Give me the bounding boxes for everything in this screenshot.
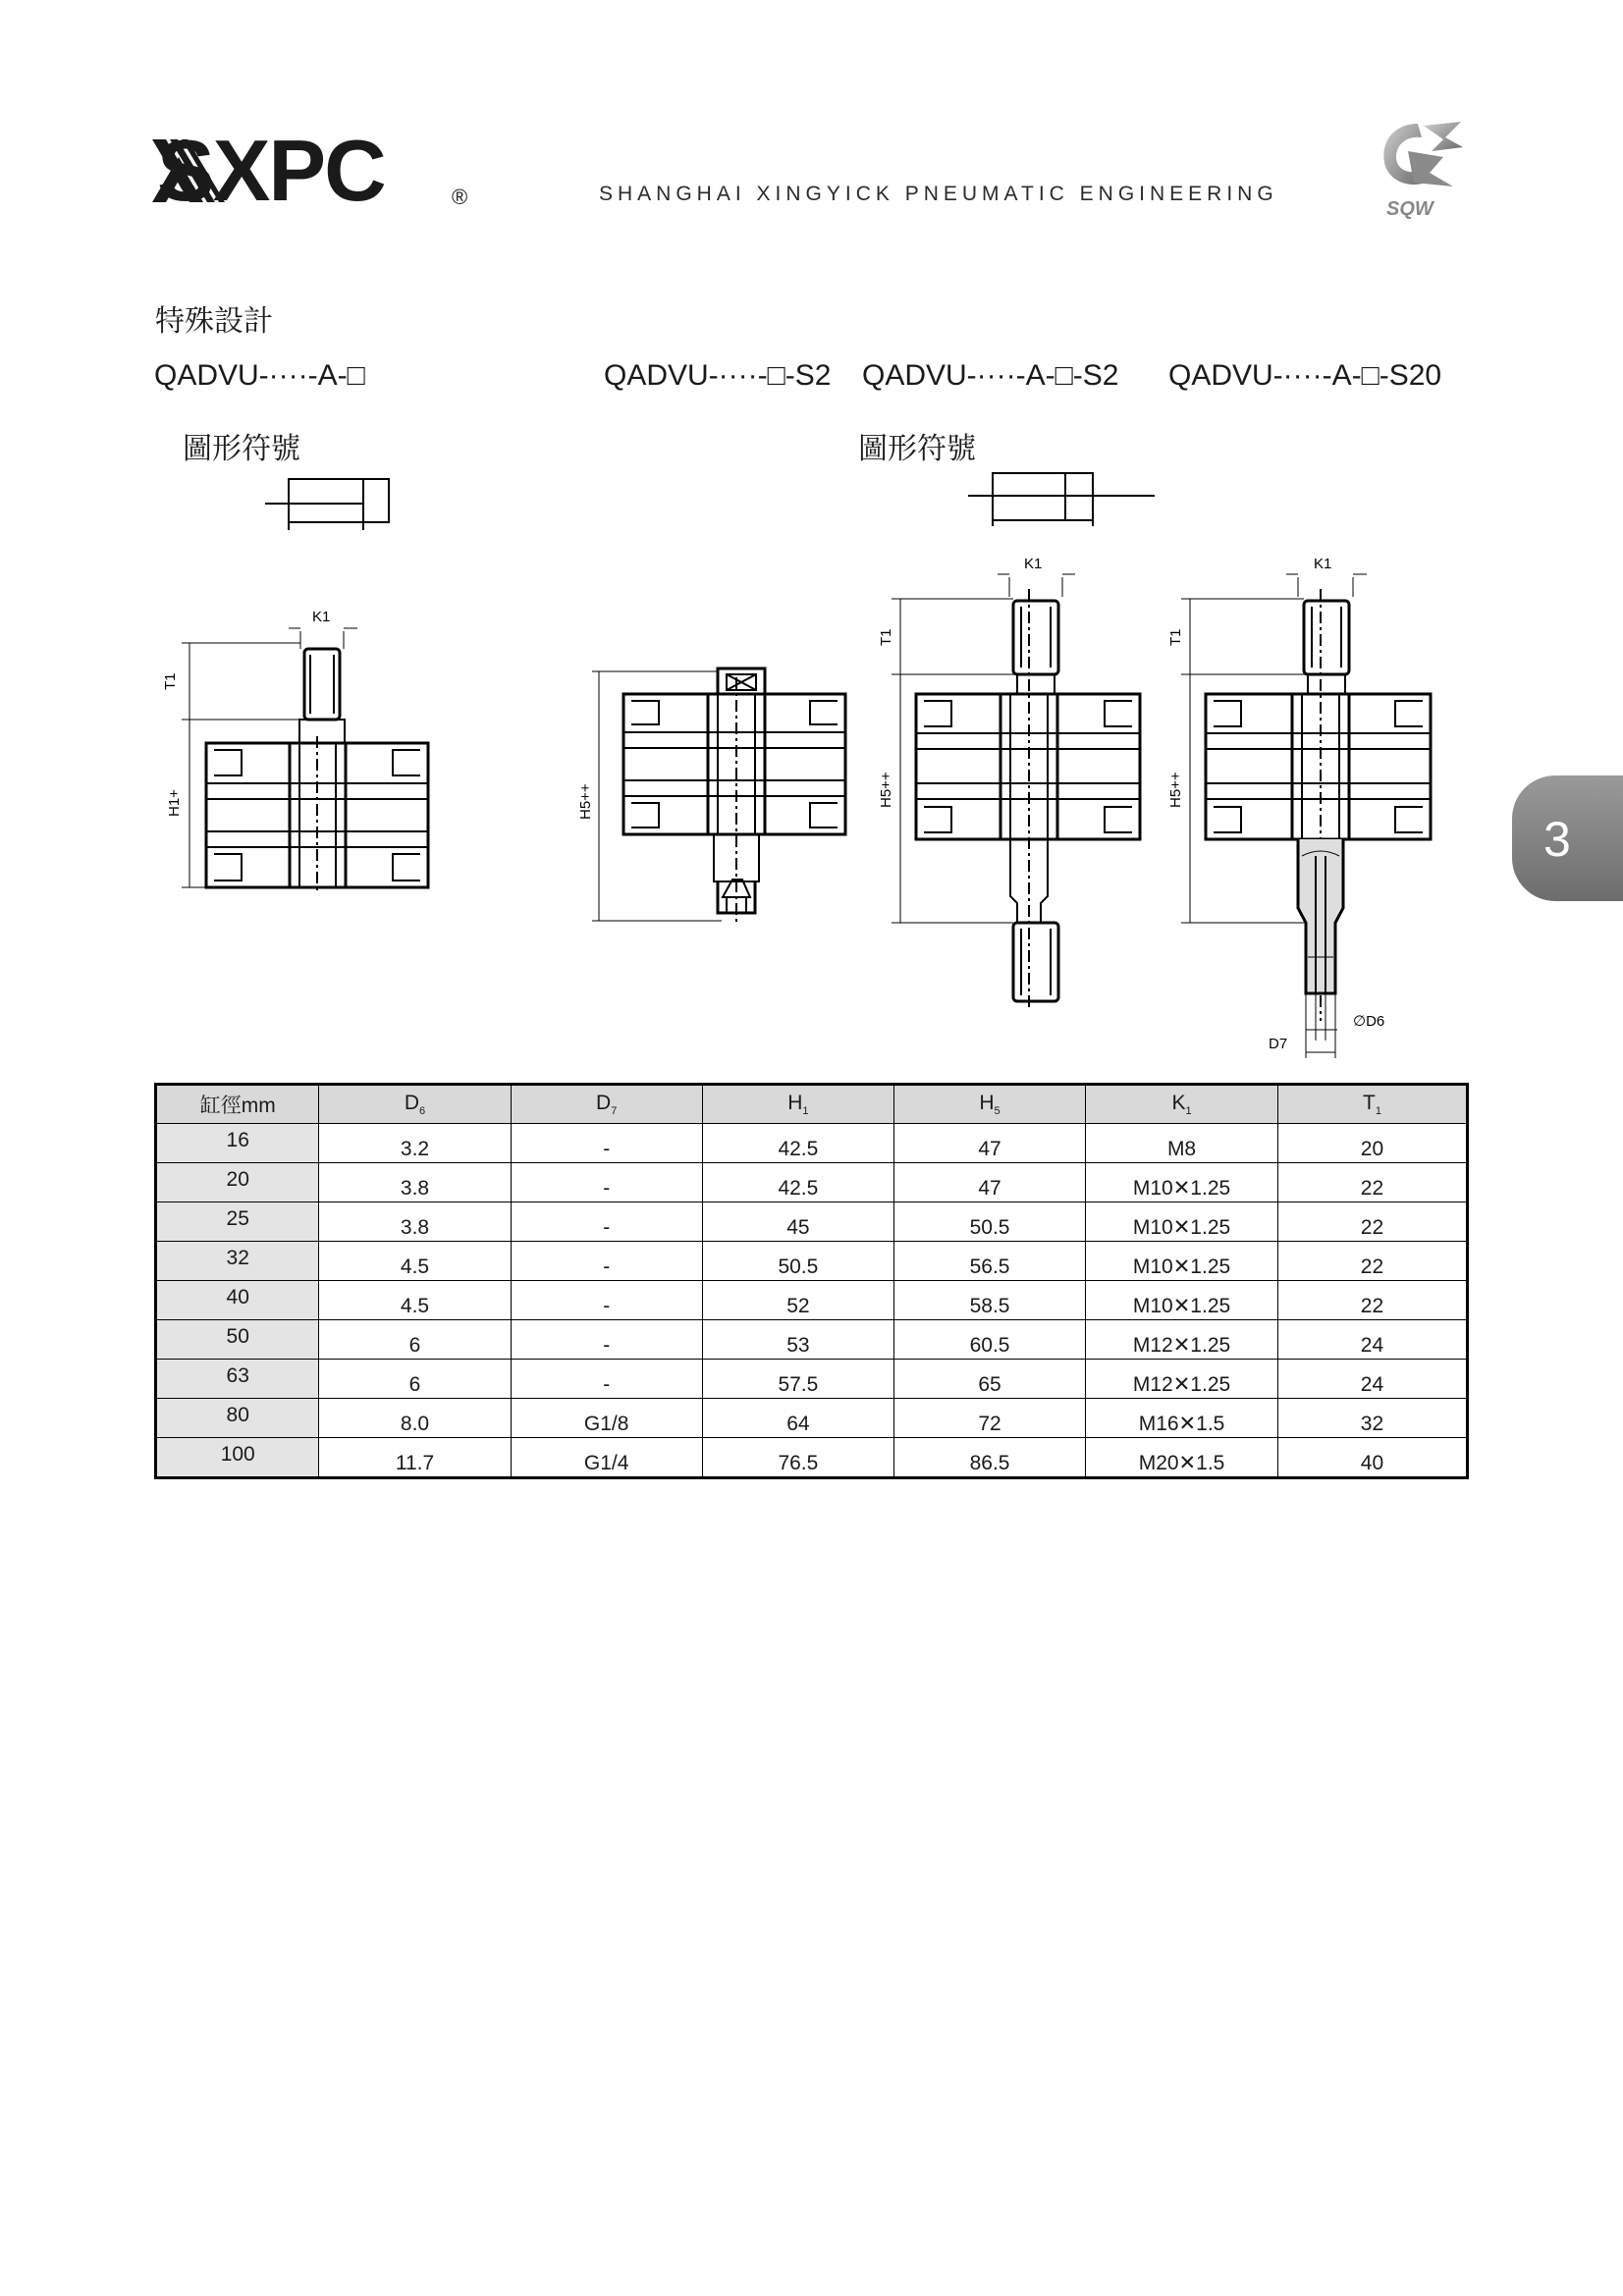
header-label: 缸徑mm [199,1095,276,1117]
cell-value: 22 [1360,1255,1384,1278]
cell-value: 20 [1360,1137,1384,1160]
table-cell [511,1202,702,1242]
table-cell [1277,1360,1467,1399]
table-cell [893,1438,1085,1478]
table-cell [702,1242,893,1281]
table-cell [319,1281,511,1320]
cell-value: 100 [220,1442,255,1466]
table-cell [893,1320,1085,1360]
cell-value: 6 [408,1333,421,1357]
cell-value: M10✕1.25 [1132,1255,1231,1278]
header-subscript: 7 [611,1105,618,1118]
table-row [156,1163,1468,1202]
header-label: H [979,1091,995,1114]
table-cell [893,1242,1085,1281]
bore-cell [156,1320,319,1360]
cell-value: 24 [1360,1372,1384,1396]
table-cell [893,1202,1085,1242]
table-cell [1277,1320,1467,1360]
table-cell [319,1163,511,1202]
bore-cell [156,1438,319,1478]
table-cell [319,1399,511,1438]
label-k1-drawing3: K1 [1024,556,1043,572]
label-h5-drawing2: H5++ [577,783,594,820]
cell-value: M16✕1.5 [1138,1413,1225,1435]
table-cell [511,1281,702,1320]
table-cell [1277,1399,1467,1438]
chapter-number: 3 [1543,812,1571,867]
cell-value: 47 [978,1176,1001,1200]
drawing-qadvu-a-s2 [892,574,1140,1011]
table-cell [1086,1399,1278,1438]
bore-cell [156,1281,319,1320]
cylinder-symbol-left [265,479,389,530]
model-code-2: QADVU-····-□-S2 [604,359,832,392]
header-label: H [787,1091,803,1114]
drawing-qadvu-a [182,628,428,893]
cell-value: 45 [786,1215,810,1239]
table-cell [319,1242,511,1281]
cell-value: 40 [226,1285,249,1308]
cell-value: 3.2 [400,1137,430,1160]
cell-value: 50.5 [778,1255,819,1278]
table-cell [1086,1438,1278,1478]
table-cell [1086,1124,1278,1163]
label-h5-drawing4: H5++ [1167,772,1184,808]
table-cell [1277,1163,1467,1202]
table-cell [319,1202,511,1242]
cell-value: 25 [226,1206,249,1230]
cell-value: - [603,1333,611,1357]
label-d6-drawing4: ∅D6 [1353,1013,1385,1030]
label-h5-drawing3: H5++ [878,772,894,808]
cell-value: 24 [1360,1333,1384,1357]
table-cell [893,1399,1085,1438]
cell-value: 57.5 [778,1372,819,1396]
cell-value: 3.8 [400,1176,430,1200]
cell-value: M12✕1.25 [1132,1334,1231,1357]
header-label: D [596,1091,612,1114]
cylinder-symbol-right [968,473,1155,526]
table-cell [319,1438,511,1478]
table-cell [893,1281,1085,1320]
label-k1-drawing4: K1 [1314,556,1332,572]
table-cell [702,1202,893,1242]
header-subscript: 5 [994,1105,1001,1118]
cell-value: 16 [226,1128,249,1151]
table-cell [702,1438,893,1478]
table-cell [1086,1360,1278,1399]
table-cell [511,1399,702,1438]
cell-value: 42.5 [778,1137,819,1160]
table-cell [511,1438,702,1478]
table-cell [702,1163,893,1202]
cell-value: - [603,1176,611,1200]
table-row [156,1124,1468,1163]
table-cell [511,1124,702,1163]
cell-value: M10✕1.25 [1132,1177,1231,1200]
cell-value: 63 [226,1363,249,1387]
cell-value: 80 [226,1403,249,1426]
table-body [156,1124,1468,1478]
technical-drawings [0,461,1623,1070]
cell-value: 42.5 [778,1176,819,1200]
sqw-logo-icon [1375,118,1469,200]
table-cell [1277,1242,1467,1281]
cell-value: 22 [1360,1215,1384,1239]
table-cell [319,1320,511,1360]
cell-value: 50 [226,1324,249,1348]
cell-value: 22 [1360,1294,1384,1317]
cell-value: 11.7 [395,1451,435,1474]
table-cell [511,1242,702,1281]
bore-cell [156,1163,319,1202]
cell-value: - [603,1137,611,1160]
table-cell [319,1124,511,1163]
table-cell [1277,1124,1467,1163]
cell-value: M10✕1.25 [1132,1295,1231,1317]
cell-value: 20 [226,1167,249,1191]
model-code-3: QADVU-····-A-□-S2 [862,359,1119,392]
symbol-label-right: 圖形符號 [858,433,976,465]
cell-value: 53 [786,1333,810,1357]
table-cell [1277,1281,1467,1320]
cell-value: 40 [1360,1451,1384,1474]
table-header-cell [319,1085,511,1124]
header-subscript: 6 [419,1105,426,1118]
drawing-qadvu-a-s20 [1181,574,1431,1058]
table-cell [1086,1320,1278,1360]
table-header-cell [893,1085,1085,1124]
cell-value: 60.5 [969,1333,1010,1357]
symbol-label-left: 圖形符號 [183,433,300,465]
cell-value: 50.5 [969,1215,1010,1239]
cell-value: 52 [786,1294,810,1317]
cell-value: M10✕1.25 [1132,1216,1231,1239]
label-t1-drawing1: T1 [162,672,179,690]
drawing-qadvu-s2 [592,668,845,923]
bore-cell [156,1399,319,1438]
header-subscript: 1 [1375,1105,1381,1118]
table-cell [702,1124,893,1163]
table-row [156,1242,1468,1281]
table-cell [702,1281,893,1320]
table-row [156,1281,1468,1320]
section-title: 特殊設計 [155,305,273,338]
cell-value: 64 [786,1412,810,1435]
header-subscript: 1 [1185,1105,1192,1118]
cell-value: M8 [1166,1137,1197,1160]
table-cell [1277,1202,1467,1242]
label-t1-drawing3: T1 [878,628,894,646]
table-cell [511,1163,702,1202]
header-subscript: 1 [802,1105,809,1118]
specification-table [154,1083,1469,1479]
header-label: D [404,1091,420,1114]
table-header-cell [156,1085,319,1124]
table-cell [511,1360,702,1399]
cell-value: 4.5 [400,1294,430,1317]
sqw-logo-text: SQW [1386,198,1434,220]
table-header-cell [702,1085,893,1124]
table-cell [893,1360,1085,1399]
table-cell [1086,1163,1278,1202]
cell-value: - [603,1215,611,1239]
table-cell [702,1399,893,1438]
cell-value: 32 [1360,1412,1384,1435]
table-cell [1086,1242,1278,1281]
cell-value: 22 [1360,1176,1384,1200]
bore-cell [156,1202,319,1242]
table-cell [893,1124,1085,1163]
model-code-1: QADVU-····-A-□ [154,359,365,392]
cell-value: 3.8 [400,1215,430,1239]
label-k1-drawing1: K1 [312,609,331,625]
table-header-row [156,1085,1468,1124]
cell-value: - [603,1372,611,1396]
brand-name: SXPC [157,122,385,219]
table-cell [511,1320,702,1360]
table-cell [1086,1281,1278,1320]
table-header-cell [1277,1085,1467,1124]
cell-value: 86.5 [969,1451,1010,1474]
label-t1-drawing4: T1 [1167,628,1184,646]
table-row [156,1320,1468,1360]
table-cell [1086,1202,1278,1242]
company-tagline: SHANGHAI XINGYICK PNEUMATIC ENGINEERING [599,183,1278,205]
cell-value: - [603,1294,611,1317]
table-row [156,1438,1468,1478]
bore-cell [156,1360,319,1399]
registered-mark: ® [452,185,468,209]
cell-value: 56.5 [969,1255,1010,1278]
cell-value: - [603,1255,611,1278]
cell-value: 32 [226,1246,249,1269]
table-row [156,1202,1468,1242]
table-cell [702,1360,893,1399]
cell-value: 47 [978,1137,1001,1160]
header-label: K [1171,1091,1186,1114]
cell-value: 76.5 [778,1451,819,1474]
bore-cell [156,1242,319,1281]
cell-value: M20✕1.5 [1138,1452,1225,1474]
cell-value: G1/4 [583,1451,629,1474]
table-row [156,1360,1468,1399]
label-d7-drawing4: D7 [1269,1036,1288,1052]
model-code-4: QADVU-····-A-□-S20 [1168,359,1442,392]
cell-value: G1/8 [583,1412,629,1435]
table-header-cell [511,1085,702,1124]
cell-value: 6 [408,1372,421,1396]
table-cell [893,1163,1085,1202]
cell-value: 8.0 [400,1412,430,1435]
header-label: T [1363,1091,1376,1114]
cell-value: 65 [978,1372,1001,1396]
cell-value: 4.5 [400,1255,430,1278]
table-row [156,1399,1468,1438]
cell-value: 58.5 [969,1294,1010,1317]
table-cell [319,1360,511,1399]
label-h1-drawing1: H1+ [166,789,183,817]
table-header-cell [1086,1085,1278,1124]
table-cell [1277,1438,1467,1478]
cell-value: 72 [978,1412,1001,1435]
cell-value: M12✕1.25 [1132,1373,1231,1396]
table-cell [702,1320,893,1360]
bore-cell [156,1124,319,1163]
